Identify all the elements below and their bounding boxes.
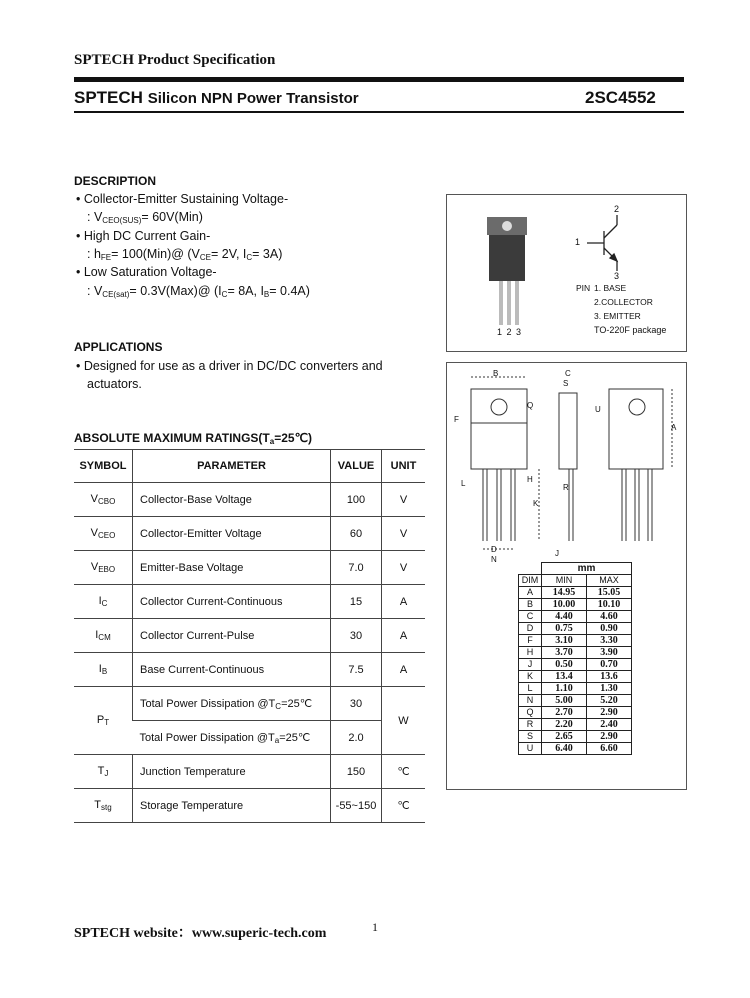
value-cell: 7.0 bbox=[331, 551, 382, 585]
node-1-label: 1 bbox=[575, 237, 581, 247]
dimension-table bbox=[518, 562, 632, 755]
table-header-row bbox=[74, 450, 425, 483]
dim-label-q: Q bbox=[527, 401, 534, 410]
applications-heading: APPLICATIONS bbox=[74, 340, 163, 354]
header-rule-thick bbox=[74, 77, 684, 82]
parameter-cell: Storage Temperature bbox=[133, 789, 331, 823]
table-row bbox=[74, 619, 425, 653]
table-row: F 3.10 3.30 bbox=[519, 635, 632, 647]
pin-2-desc: 2.COLLECTOR bbox=[594, 297, 653, 307]
unit-cell: V bbox=[382, 551, 426, 585]
spec-top-title: SPTECH Product Specification bbox=[74, 52, 276, 68]
outline-drawing bbox=[447, 363, 686, 563]
min-col-header: MIN bbox=[542, 575, 587, 587]
table-row bbox=[74, 551, 425, 585]
unit-cell: A bbox=[382, 653, 426, 687]
dim-label-n: N bbox=[491, 555, 497, 564]
dim-label-f: F bbox=[454, 415, 459, 424]
symbol-cell: $V_{CEO}$ bbox=[74, 517, 133, 551]
table-row: H 3.70 3.90 bbox=[519, 647, 632, 659]
unit-cell: A bbox=[382, 619, 426, 653]
absolute-max-ratings-table bbox=[74, 449, 425, 823]
table-row: S 2.65 2.90 bbox=[519, 731, 632, 743]
parameter-cell: Junction Temperature bbox=[133, 755, 331, 789]
table-row: U 6.40 6.60 bbox=[519, 743, 632, 755]
col-value: VALUE bbox=[331, 450, 382, 483]
table-row: B 10.00 10.10 bbox=[519, 599, 632, 611]
unit-cell: ℃ bbox=[382, 755, 426, 789]
value-cell: 30 bbox=[331, 619, 382, 653]
pin-label: PIN bbox=[576, 283, 591, 293]
dim-header-row bbox=[519, 575, 632, 587]
parameter-cell: Emitter-Base Voltage bbox=[133, 551, 331, 585]
dim-unit: mm bbox=[542, 563, 632, 575]
parameter-cell: Base Current-Continuous bbox=[133, 653, 331, 687]
node-3-label: 3 bbox=[614, 271, 620, 281]
dim-label-l: L bbox=[461, 479, 466, 488]
symbol-cell: $P_T$ bbox=[74, 687, 133, 755]
pin-numbers: 1 2 3 bbox=[497, 327, 523, 337]
pin-3-desc: 3. EMITTER bbox=[594, 311, 641, 321]
parameter-cell: Collector-Emitter Voltage bbox=[133, 517, 331, 551]
col-parameter: PARAMETER bbox=[133, 450, 331, 483]
table-row: A 14.95 15.05 bbox=[519, 587, 632, 599]
table-row: J 0.50 0.70 bbox=[519, 659, 632, 671]
product-description: Silicon NPN Power Transistor bbox=[147, 90, 359, 107]
page-number: 1 bbox=[372, 920, 378, 934]
value-cell: 2.0 bbox=[331, 721, 382, 755]
value-cell: -55~150 bbox=[331, 789, 382, 823]
value-cell: 60 bbox=[331, 517, 382, 551]
package-name: TO-220F package bbox=[594, 325, 667, 335]
brand-name: SPTECH bbox=[74, 88, 143, 107]
unit-cell: V bbox=[382, 483, 426, 517]
dim-label-u: U bbox=[595, 405, 601, 414]
unit-cell: A bbox=[382, 585, 426, 619]
dim-unit-row bbox=[519, 563, 632, 575]
dim-label-r: R bbox=[563, 483, 569, 492]
symbol-cell: $I_B$ bbox=[74, 653, 133, 687]
parameter-cell: Collector-Base Voltage bbox=[133, 483, 331, 517]
dim-label-a: A bbox=[671, 423, 677, 432]
dim-label-d: D bbox=[491, 545, 497, 554]
footer-website: SPTECH website：www.superic-tech.com bbox=[74, 926, 327, 941]
value-cell: 150 bbox=[331, 755, 382, 789]
table-row: K 13.4 13.6 bbox=[519, 671, 632, 683]
symbol-cell: $V_{CBO}$ bbox=[74, 483, 133, 517]
desc-sub-3: : $V_{CE(sat)}=$ 0.3V(Max)@ ($I_C= 8A$, $I_B= 0.4A$) bbox=[87, 284, 310, 299]
symbol-cell: $I_{CM}$ bbox=[74, 619, 133, 653]
table-row: N 5.00 5.20 bbox=[519, 695, 632, 707]
table-row bbox=[74, 789, 425, 823]
ratings-heading: ABSOLUTE MAXIMUM $RATINGS(T_a=25℃)$ bbox=[74, 431, 313, 446]
max-col-header: MAX bbox=[587, 575, 632, 587]
table-row: Q 2.70 2.90 bbox=[519, 707, 632, 719]
col-symbol: SYMBOL bbox=[74, 450, 133, 483]
app-line-1: • Designed for use as a driver in DC/DC converters and bbox=[76, 359, 383, 373]
desc-bullet-2: • High DC Current Gain- bbox=[76, 229, 211, 243]
description-heading: DESCRIPTION bbox=[74, 174, 157, 188]
unit-cell: W bbox=[382, 687, 426, 755]
table-row: D 0.75 0.90 bbox=[519, 623, 632, 635]
dim-label-j: J bbox=[555, 549, 559, 558]
page-title bbox=[74, 88, 359, 108]
pinout-box bbox=[446, 194, 687, 352]
table-row bbox=[74, 585, 425, 619]
dim-label-c: C bbox=[565, 369, 571, 378]
value-cell: 100 bbox=[331, 483, 382, 517]
symbol-cell: $I_C$ bbox=[74, 585, 133, 619]
value-cell: 7.5 bbox=[331, 653, 382, 687]
table-row bbox=[74, 653, 425, 687]
symbol-cell: $V_{EBO}$ bbox=[74, 551, 133, 585]
node-2-label: 2 bbox=[614, 204, 620, 214]
desc-bullet-1: • Collector-Emitter Sustaining Voltage- bbox=[76, 192, 289, 206]
pin-1-desc: 1. BASE bbox=[594, 283, 627, 293]
parameter-cell: Total Power Dissipation $@T_a=25℃$ bbox=[133, 721, 331, 755]
unit-cell: V bbox=[382, 517, 426, 551]
to220f-package-photo bbox=[487, 217, 527, 325]
npn-transistor-symbol bbox=[587, 215, 617, 271]
dim-label-b: B bbox=[493, 369, 499, 378]
header-rule-thin bbox=[74, 111, 684, 113]
part-number: 2SC4552 bbox=[585, 88, 656, 107]
desc-sub-1: : $V_{CEO(SUS)}= 60V(Min)$ bbox=[87, 210, 203, 225]
symbol-cell: $T_{stg}$ bbox=[74, 789, 133, 823]
unit-cell: ℃ bbox=[382, 789, 426, 823]
table-row: L 1.10 1.30 bbox=[519, 683, 632, 695]
col-unit: UNIT bbox=[382, 450, 426, 483]
value-cell: 15 bbox=[331, 585, 382, 619]
table-row bbox=[74, 755, 425, 789]
parameter-cell: Total Power Dissipation $@T_C=25℃$ bbox=[133, 687, 331, 721]
parameter-cell: Collector Current-Continuous bbox=[133, 585, 331, 619]
table-row bbox=[74, 517, 425, 551]
table-row bbox=[74, 687, 425, 721]
value-cell: 30 bbox=[331, 687, 382, 721]
desc-sub-2: : $h_{FE}=$ 100(Min)@ ($V_{CE}= 2V$, $I_C= 3A$) bbox=[87, 247, 283, 262]
desc-bullet-3: • Low Saturation Voltage- bbox=[76, 265, 217, 279]
dim-label-s: S bbox=[563, 379, 569, 388]
dim-label-h: H bbox=[527, 475, 533, 484]
dim-col-header: DIM bbox=[519, 575, 542, 587]
table-row bbox=[74, 483, 425, 517]
app-line-2: actuators. bbox=[87, 377, 142, 391]
symbol-cell: $T_J$ bbox=[74, 755, 133, 789]
dim-label-k: K bbox=[533, 499, 539, 508]
table-row: C 4.40 4.60 bbox=[519, 611, 632, 623]
table-row: R 2.20 2.40 bbox=[519, 719, 632, 731]
parameter-cell: Collector Current-Pulse bbox=[133, 619, 331, 653]
